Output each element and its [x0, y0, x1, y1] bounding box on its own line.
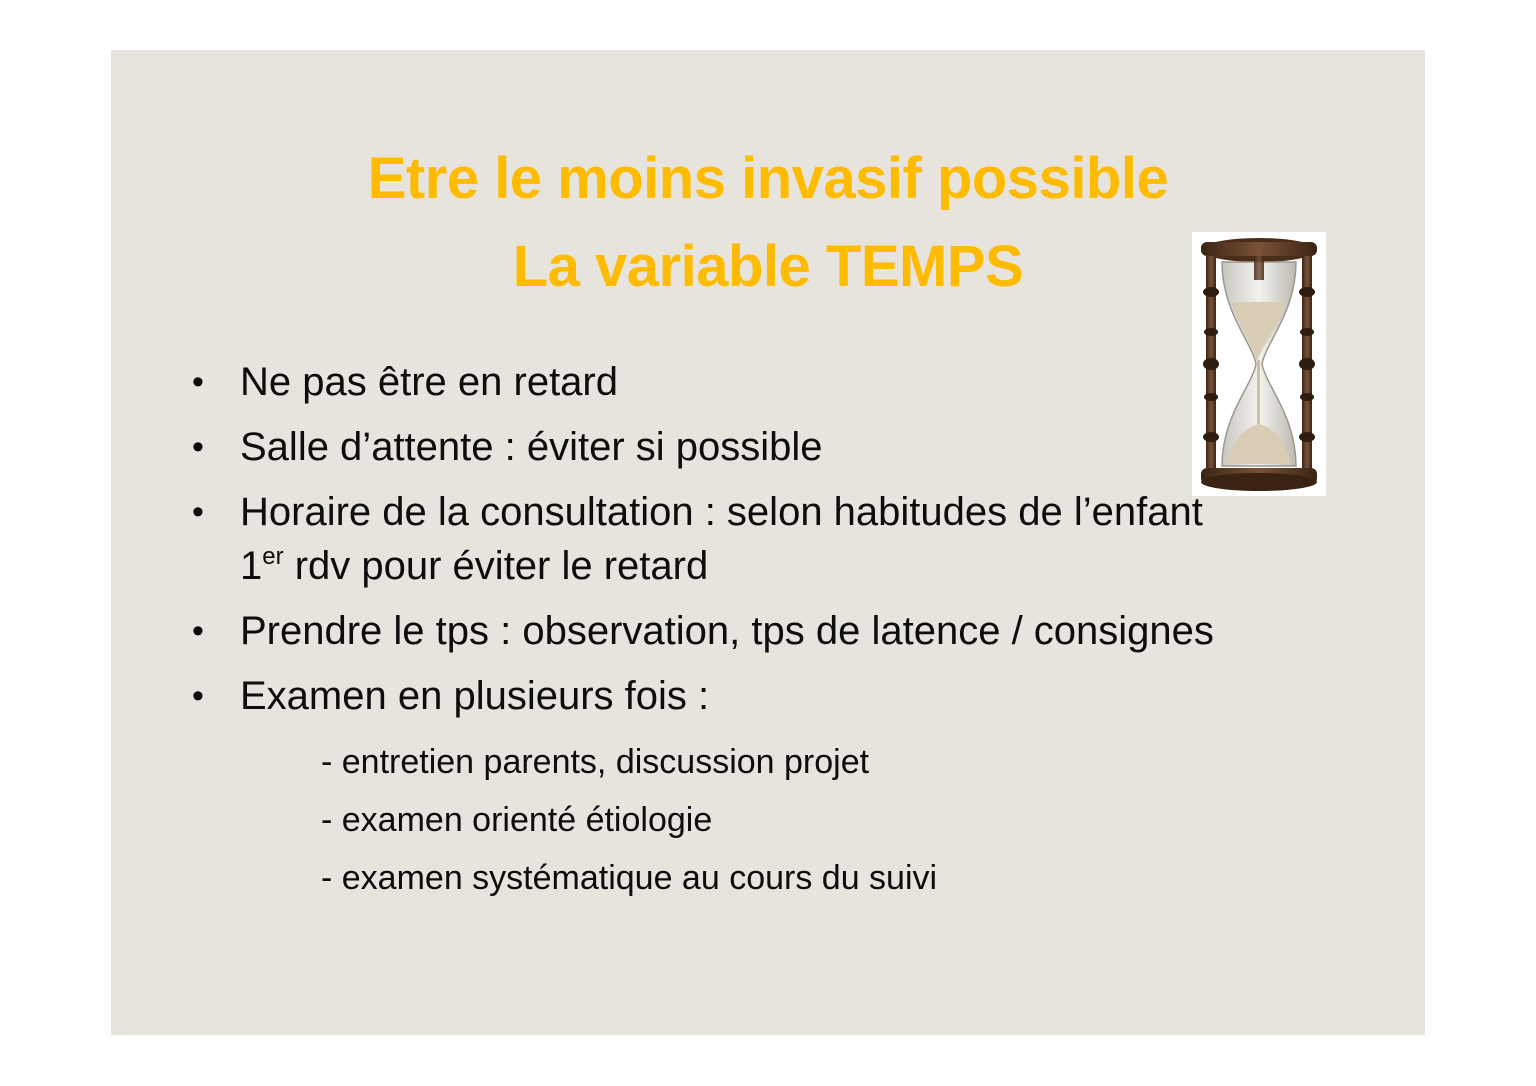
bullet-item — [189, 355, 1419, 409]
bullet-continuation-superscript: er — [262, 543, 284, 570]
title-line-2: La variable TEMPS — [512, 234, 1024, 299]
bullet-dot-icon: • — [192, 363, 204, 401]
bullet-continuation-text: rdv pour éviter le retard — [283, 544, 709, 588]
sub-list-item: - examen systématique au cours du suivi — [321, 859, 938, 897]
bullet-text: Examen en plusieurs fois : — [240, 674, 710, 718]
bullet-list — [189, 355, 1419, 734]
bullet-text: Ne pas être en retard — [240, 360, 618, 404]
sub-list-item: - examen orienté étiologie — [321, 801, 713, 839]
bullet-item — [189, 485, 1419, 593]
bullet-dot-icon: • — [192, 612, 204, 650]
bullet-dot-icon: • — [192, 428, 204, 466]
bullet-item — [189, 604, 1419, 658]
bullet-item — [189, 669, 1419, 723]
title-line-1: Etre le moins invasif possible — [367, 146, 1169, 211]
bullet-text: Salle d’attente : éviter si possible — [240, 425, 823, 469]
bullet-dot-icon: • — [192, 677, 204, 715]
sub-list-item: - entretien parents, discussion projet — [321, 743, 870, 781]
sub-list — [321, 733, 937, 907]
bullet-continuation — [240, 539, 1419, 593]
bullet-item — [189, 420, 1419, 474]
bullet-dot-icon: • — [192, 493, 204, 531]
bullet-text: Horaire de la consultation : selon habitudes de l’enfant — [240, 490, 1203, 534]
slide — [111, 50, 1425, 1035]
bullet-continuation-number: 1 — [240, 544, 263, 588]
bullet-text: Prendre le tps : observation, tps de latence / consignes — [240, 609, 1214, 653]
